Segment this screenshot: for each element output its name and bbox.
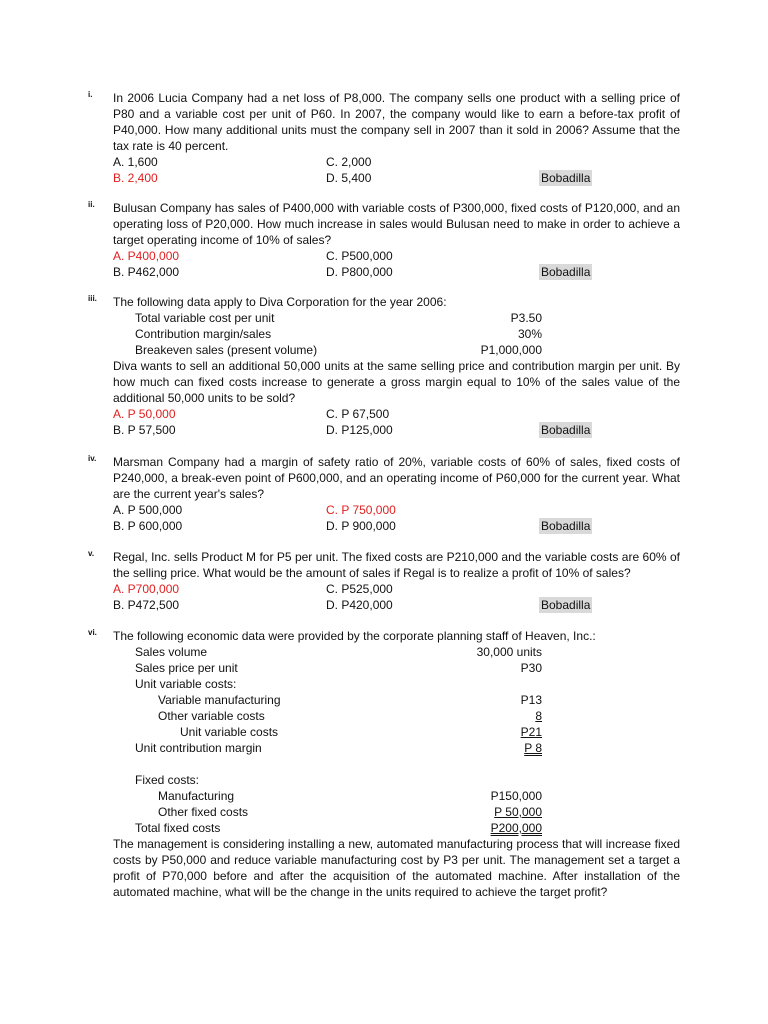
data-row xyxy=(113,310,680,326)
data-label: Breakeven sales (present volume) xyxy=(135,343,318,357)
data-row xyxy=(113,342,680,358)
data-heading: Fixed costs: xyxy=(135,773,200,787)
option-a-correct: A. P700,000 xyxy=(113,582,180,596)
data-label: Unit variable costs xyxy=(180,725,279,739)
option-a-correct: A. P 50,000 xyxy=(113,407,176,421)
answer-options xyxy=(113,581,680,613)
data-value: P 8 xyxy=(524,741,542,755)
option-c: C. P 67,500 xyxy=(326,407,390,421)
option-a: A. P 500,000 xyxy=(113,503,183,517)
data-row xyxy=(113,708,680,724)
data-row xyxy=(113,724,680,740)
question-text: Marsman Company had a margin of safety ratio of 20%, variable costs of 60% of sales, fixed costs of P240,000, a break-even point of P600,000, and an operating income of P60,000 for the current year. What are the current year's sales? xyxy=(113,455,680,501)
option-b: B. P 57,500 xyxy=(113,423,176,437)
option-a-correct: A. P400,000 xyxy=(113,249,180,263)
question-1 xyxy=(88,90,680,186)
question-number: iii. xyxy=(88,294,97,303)
question-number: i. xyxy=(88,90,93,99)
data-label: Sales price per unit xyxy=(135,661,238,675)
question-number: vi. xyxy=(88,628,97,637)
data-label: Manufacturing xyxy=(158,789,235,803)
option-d: D. 5,400 xyxy=(326,171,372,185)
data-label: Other fixed costs xyxy=(158,805,249,819)
question-text: Regal, Inc. sells Product M for P5 per unit. The fixed costs are P210,000 and the variable costs are 60% of the selling price. What would be the amount of sales if Regal is to realize a profit of 10% of sales? xyxy=(113,550,680,580)
question-number: ii. xyxy=(88,200,95,209)
option-c-correct: C. P 750,000 xyxy=(326,503,396,517)
data-label: Unit contribution margin xyxy=(135,741,262,755)
source-label: Bobadilla xyxy=(541,598,591,612)
question-text: Diva wants to sell an additional 50,000 units at the same selling price and contribution margin per unit. By how much can fixed costs increase to generate a gross margin equal to 10% of the sales value of the additional 50,000 units to be sold? xyxy=(113,359,680,405)
data-row xyxy=(113,788,680,804)
source-label: Bobadilla xyxy=(541,519,591,533)
data-row xyxy=(113,644,680,660)
data-label: Sales volume xyxy=(135,645,208,659)
question-text: Bulusan Company has sales of P400,000 with variable costs of P300,000, fixed costs of P120,000, and an operating loss of P20,000. How much increase in sales would Bulusan need to make in order to achieve a target operating income of 10% of sales? xyxy=(113,201,680,247)
answer-options xyxy=(113,248,680,280)
data-value: P13 xyxy=(520,693,542,707)
question-intro: The following economic data were provided by the corporate planning staff of Heaven, Inc.: xyxy=(113,629,596,643)
data-value: 30,000 units xyxy=(476,645,542,659)
source-label: Bobadilla xyxy=(541,171,591,185)
question-intro: The following data apply to Diva Corporation for the year 2006: xyxy=(113,295,447,309)
option-d: D. P420,000 xyxy=(326,598,393,612)
question-number: iv. xyxy=(88,454,97,463)
question-number: v. xyxy=(88,549,95,558)
data-row xyxy=(113,740,680,756)
option-d: D. P125,000 xyxy=(326,423,393,437)
answer-options xyxy=(113,502,680,534)
data-value: P30 xyxy=(520,661,542,675)
question-3 xyxy=(88,294,680,438)
question-text: The management is considering installing a new, automated manufacturing process that will increase fixed costs by P50,000 and reduce variable manufacturing cost by P3 per unit. The management set a target a profit of P70,000 before and after the acquisition of the automated machine. After installation of the automated machine, what will be the change in the units required to achieve the target profit? xyxy=(113,837,680,899)
data-value: 30% xyxy=(517,327,542,341)
option-a: A. 1,600 xyxy=(113,155,158,169)
option-b: B. P 600,000 xyxy=(113,519,183,533)
option-b-correct: B. 2,400 xyxy=(113,171,158,185)
data-row xyxy=(113,804,680,820)
data-value: P21 xyxy=(520,725,542,739)
data-label: Other variable costs xyxy=(158,709,265,723)
question-text: In 2006 Lucia Company had a net loss of P8,000. The company sells one product with a selling price of P80 and a variable cost per unit of P60. In 2007, the company would like to earn a before-tax profit of P40,000. How many additional units must the company sell in 2007 than it sold in 2006? Assume that the tax rate is 40 percent. xyxy=(113,91,680,153)
data-label: Total fixed costs xyxy=(135,821,221,835)
option-c: C. P525,000 xyxy=(326,582,393,596)
data-heading: Unit variable costs: xyxy=(135,677,237,691)
data-value: P3.50 xyxy=(510,311,542,325)
option-c: C. P500,000 xyxy=(326,249,393,263)
data-label: Variable manufacturing xyxy=(158,693,281,707)
answer-options xyxy=(113,406,680,438)
data-label: Contribution margin/sales xyxy=(135,327,272,341)
option-d: D. P800,000 xyxy=(326,265,393,279)
data-row xyxy=(113,676,680,692)
question-6 xyxy=(88,628,680,900)
data-value: P 50,000 xyxy=(494,805,542,819)
option-b: B. P472,500 xyxy=(113,598,180,612)
question-5 xyxy=(88,549,680,613)
question-4 xyxy=(88,454,680,534)
source-label: Bobadilla xyxy=(541,265,591,279)
data-value: 8 xyxy=(535,709,542,723)
data-row xyxy=(113,660,680,676)
answer-options xyxy=(113,154,680,186)
data-row xyxy=(113,692,680,708)
data-value: P200,000 xyxy=(490,821,542,835)
option-c: C. 2,000 xyxy=(326,155,372,169)
option-d: D. P 900,000 xyxy=(326,519,396,533)
option-b: B. P462,000 xyxy=(113,265,180,279)
data-row xyxy=(113,772,680,788)
spacer xyxy=(113,756,680,772)
data-row xyxy=(113,820,680,836)
data-label: Total variable cost per unit xyxy=(135,311,275,325)
data-value: P1,000,000 xyxy=(480,343,542,357)
source-label: Bobadilla xyxy=(541,423,591,437)
data-row xyxy=(113,326,680,342)
data-value: P150,000 xyxy=(490,789,542,803)
question-2 xyxy=(88,200,680,280)
